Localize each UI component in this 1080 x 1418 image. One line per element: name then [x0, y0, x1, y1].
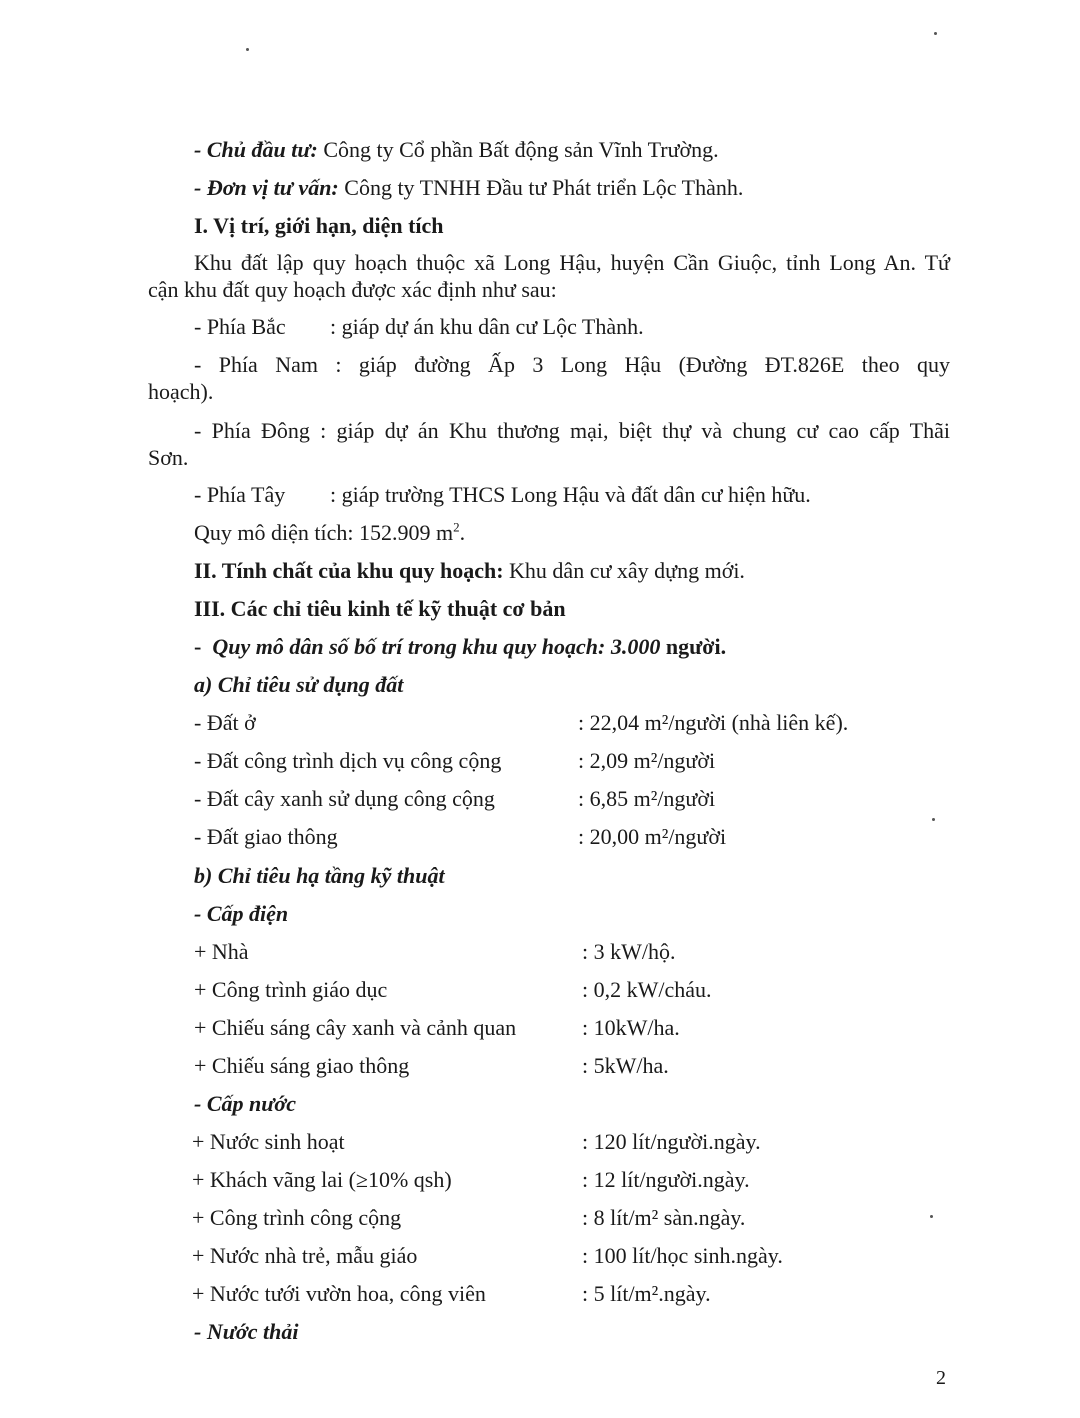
infra-heading: b) Chỉ tiêu hạ tầng kỹ thuật	[194, 863, 445, 888]
item-value: : 22,04 m²/người (nhà liên kế).	[578, 710, 849, 735]
south-line-1: - Phía Nam : giáp đường Ấp 3 Long Hậu (Đường ĐT.826E theo quy	[194, 352, 950, 377]
item-value: : 10kW/ha.	[582, 1015, 680, 1040]
item-value: : 12 lít/người.ngày.	[582, 1167, 750, 1192]
item-value: : 120 lít/người.ngày.	[582, 1129, 761, 1154]
east-line-1: - Phía Đông : giáp dự án Khu thương mại, biệt thự và chung cư cao cấp Thãi	[194, 418, 950, 443]
intro-line-2: cận khu đất quy hoạch được xác định như sau:	[148, 277, 557, 302]
east-line-2: Sơn.	[148, 445, 189, 470]
item-label: + Công trình công cộng	[192, 1205, 402, 1230]
item-value: : 20,00 m²/người	[578, 824, 727, 849]
area-line	[194, 519, 465, 547]
item-value: : 2,09 m²/người	[578, 748, 716, 773]
west-value: : giáp trường THCS Long Hậu và đất dân cư hiện hữu.	[330, 482, 811, 507]
item-label: + Nước sinh hoạt	[192, 1129, 345, 1154]
population-label: Quy mô dân số bố trí trong khu quy hoạch: 3.000	[212, 634, 661, 659]
north-label: - Phía Bắc	[194, 314, 286, 339]
scan-speck	[246, 48, 249, 51]
water-heading: - Cấp nước	[194, 1091, 296, 1116]
area-text: Quy mô diện tích: 152.909 m	[194, 520, 454, 545]
item-label: + Chiếu sáng cây xanh và cảnh quan	[194, 1015, 517, 1040]
item-value: : 5 lít/m².ngày.	[582, 1281, 711, 1306]
page-number: 2	[936, 1367, 946, 1389]
investor-value: Công ty Cổ phần Bất động sản Vĩnh Trường.	[323, 137, 719, 162]
area-sup: 2	[453, 519, 460, 535]
consultant-line: - Đơn vị tư vấn: Công ty TNHH Đầu tư Phát triển Lộc Thành.	[194, 175, 744, 200]
item-value: : 0,2 kW/cháu.	[582, 977, 712, 1002]
west-label: - Phía Tây	[194, 482, 286, 507]
south-line-2: hoạch).	[148, 379, 214, 404]
item-label: + Chiếu sáng giao thông	[194, 1053, 410, 1078]
item-label: - Đất ở	[194, 710, 256, 735]
item-label: + Nước nhà trẻ, mẫu giáo	[192, 1243, 418, 1268]
investor-label: Chủ đầu tư:	[206, 137, 318, 162]
item-value: : 100 lít/học sinh.ngày.	[582, 1243, 783, 1268]
intro-line-1: Khu đất lập quy hoạch thuộc xã Long Hậu, huyện Cần Giuộc, tỉnh Long An. Tứ	[194, 250, 950, 275]
item-label: + Nước tưới vườn hoa, công viên	[192, 1281, 486, 1306]
section2-value: Khu dân cư xây dựng mới.	[503, 558, 745, 583]
section2-line	[194, 557, 745, 585]
item-label: - Đất công trình dịch vụ công cộng	[194, 748, 502, 773]
north-value: : giáp dự án khu dân cư Lộc Thành.	[330, 314, 644, 339]
land-heading: a) Chỉ tiêu sử dụng đất	[194, 672, 404, 697]
scan-speck	[934, 32, 937, 35]
item-value: : 3 kW/hộ.	[582, 939, 676, 964]
area-end: .	[459, 520, 466, 545]
scan-speck	[930, 1215, 933, 1218]
item-label: - Đất giao thông	[194, 824, 338, 849]
power-heading: - Cấp điện	[194, 901, 289, 926]
item-label: + Nhà	[194, 939, 249, 964]
section3-heading: III. Các chỉ tiêu kinh tế kỹ thuật cơ bản	[194, 596, 566, 621]
section1-heading: I. Vị trí, giới hạn, diện tích	[194, 213, 444, 238]
population-line: - Quy mô dân số bố trí trong khu quy hoạch: 3.000 người.	[194, 634, 727, 659]
consultant-label: Đơn vị tư vấn:	[206, 175, 339, 200]
item-value: : 5kW/ha.	[582, 1053, 669, 1078]
investor-line: - Chủ đầu tư: Công ty Cổ phần Bất động sản Vĩnh Trường.	[194, 137, 719, 162]
item-value: : 6,85 m²/người	[578, 786, 716, 811]
section2-heading: II. Tính chất của khu quy hoạch:	[194, 558, 504, 583]
item-label: - Đất cây xanh sử dụng công cộng	[194, 786, 495, 811]
consultant-value: Công ty TNHH Đầu tư Phát triển Lộc Thành.	[344, 175, 744, 200]
item-label: + Công trình giáo dục	[194, 977, 388, 1002]
wastewater-heading: - Nước thải	[194, 1319, 299, 1344]
item-value: : 8 lít/m² sàn.ngày.	[582, 1205, 746, 1230]
item-label: + Khách vãng lai (≥10% qsh)	[192, 1167, 452, 1192]
population-unit: người.	[660, 634, 727, 659]
scan-speck	[932, 818, 935, 821]
